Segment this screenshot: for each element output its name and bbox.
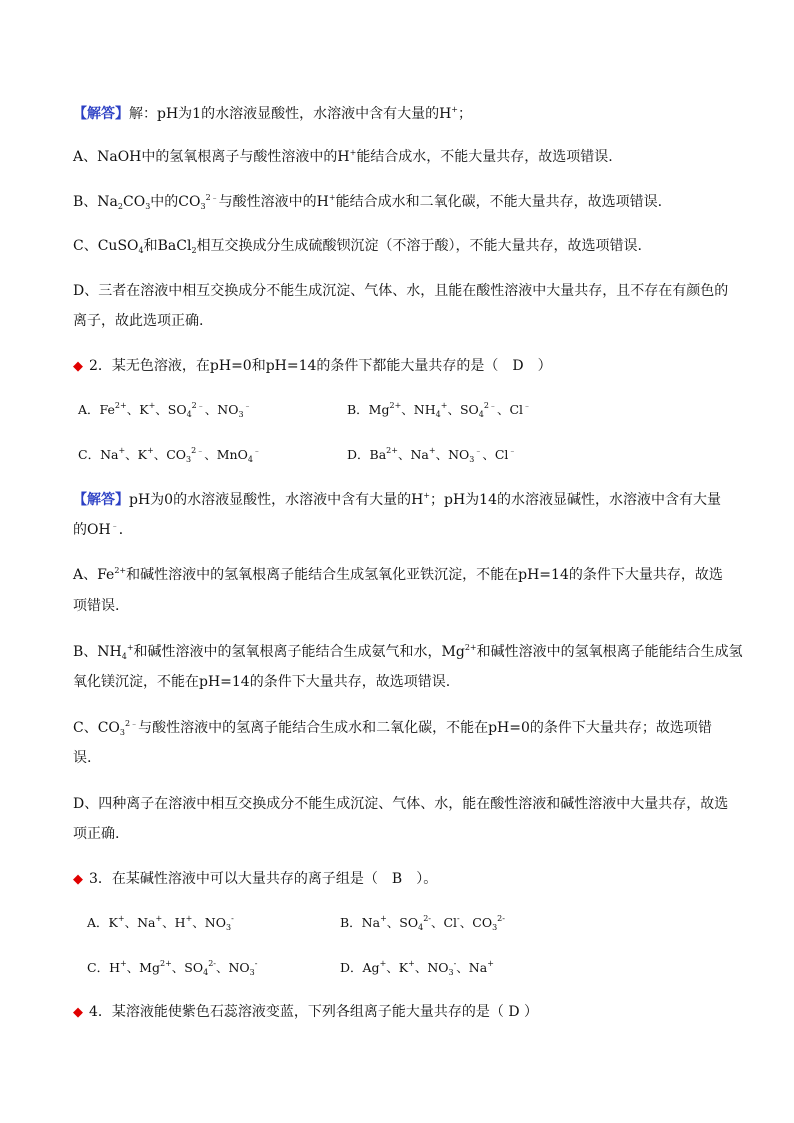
answer-2-option-c-line2: 误. (73, 750, 92, 766)
question-2-option-c: C．Na+、K+、$CO_3^{2﹣}$、MnO$_4$﹣ (78, 446, 261, 464)
question-2-option-a: A．$Fe^{2+}$、K+、$SO_4^{2﹣}$、$NO_3^﹣$ (78, 401, 252, 419)
answer-2-option-a-line2: 项错误. (73, 598, 120, 614)
answer-2-line1: 【解答】pH为0的水溶液显酸性，水溶液中含有大量的H+；pH为14的水溶液显碱性，水溶液中含有大量 (73, 491, 721, 508)
answer-2-option-b-line2: 氧化镁沉淀，不能在pH=14的条件下大量共存，故选项错误. (73, 674, 451, 690)
answer-2-line2: 的OH﹣． (73, 521, 133, 538)
diamond-icon: ◆ (73, 872, 83, 887)
answer-tag: 【解答】 (73, 492, 129, 508)
answer-2-option-d-line2: 项正确. (73, 826, 120, 842)
question-3-option-a: A．K+、Na+、H+、$NO_3^-$ (87, 914, 234, 932)
question-3-option-c: C．H+、$Mg^{2+}$、$SO_4^{2-}$、$NO_3^-$ (87, 959, 258, 977)
answer-tag: 【解答】 (73, 106, 129, 122)
question-2-option-d: D．$Ba^{2+}$、Na+、$NO_3^﹣$、Cl﹣ (347, 446, 517, 464)
question-2-option-b: B．$Mg^{2+}$、$NH_4^+$、$SO_4^{2﹣}$、Cl﹣ (347, 401, 531, 419)
answer-2-option-c-line1: C、$CO_3^{2﹣}$与酸性溶液中的氢离子能结合生成水和二氧化碳，不能在pH=0的条件下大量共存；故选项错 (73, 719, 712, 737)
answer-1-option-b: B、$Na_2CO_3$中的$CO_3^{2﹣}$与酸性溶液中的H+能结合成水和二氧化碳，不能大量共存，故选项错误. (73, 193, 663, 211)
answer-2-option-d-line1: D、四种离子在溶液中相互交换成分不能生成沉淀、气体、水，能在酸性溶液和碱性溶液中大量共存，故选 (73, 796, 729, 812)
question-3: ◆ 3．在某碱性溶液中可以大量共存的离子组是（ B ）。 (73, 871, 438, 887)
question-3-option-d: D．Ag+、K+、$NO_3^-$、Na+ (340, 959, 494, 977)
answer-1-option-d-line1: D、三者在溶液中相互交换成分不能生成沉淀、气体、水，且能在酸性溶液中大量共存，且不存在有颜色的 (73, 283, 729, 299)
question-3-option-b: B．Na+、$SO_4^{2-}$、Cl-、$CO_3^{2-}$ (340, 914, 505, 932)
diamond-icon: ◆ (73, 359, 83, 374)
diamond-icon: ◆ (73, 1005, 83, 1020)
question-2: ◆ 2．某无色溶液，在pH=0和pH=14的条件下都能大量共存的是（ D ） (73, 358, 552, 374)
answer-1-option-a: A、NaOH中的氢氧根离子与酸性溶液中的H+能结合成水，不能大量共存，故选项错误. (73, 148, 613, 165)
question-4: ◆ 4．某溶液能使紫色石蕊溶液变蓝，下列各组离子能大量共存的是（ D ） (73, 1004, 539, 1020)
answer-1-intro: 【解答】解：pH为1的水溶液显酸性，水溶液中含有大量的H+； (73, 105, 472, 122)
answer-1-option-d-line2: 离子，故此选项正确. (73, 313, 204, 329)
answer-2-option-b-line1: B、$NH_4^+$和碱性溶液中的氢氧根离子能结合生成氨气和水，$Mg^{2+}$和碱性溶液中的氢氧根离子能能结合生成氢 (73, 643, 743, 661)
answer-1-option-c: C、CuSO$_4$和BaCl$_2$相互交换成分生成硫酸钡沉淀（不溶于酸），不能大量共存，故选项错误. (73, 238, 642, 255)
answer-2-option-a-line1: A、$Fe^{2+}$和碱性溶液中的氢氧根离子能结合生成氢氧化亚铁沉淀，不能在pH=14的条件下大量共存，故选 (73, 566, 723, 583)
